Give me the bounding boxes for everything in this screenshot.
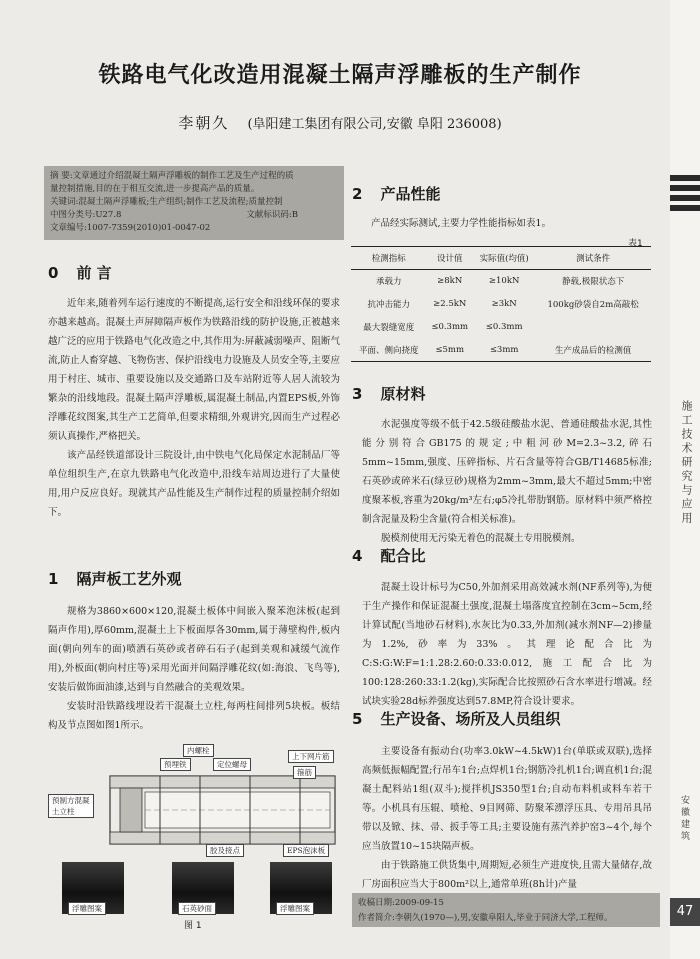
table-cell: ≥2.5kN: [433, 299, 467, 309]
figure-1: [48, 744, 338, 929]
page-number: 47: [670, 898, 700, 926]
section-body: [362, 742, 652, 894]
margin-bars-icon: [670, 175, 700, 215]
paragraph: 由于铁路施工供货集中,周期短,必须生产进度快,且需大量储存,故厂房面积应当大于800m²以上,通常单班(8h计)产量: [362, 860, 652, 890]
paragraph: 安装时沿铁路线埋设若干混凝土立柱,每两柱间排列5块板。板结构及节点图如图1所示。: [48, 701, 340, 731]
paragraph: 近年来,随着列车运行速度的不断提高,运行安全和沿线环保的要求亦越来越高。混凝土声屏障隔声板作为铁路沿线的防护设施,正被越来越广泛的应用于铁路电气化改造之中,其作用为:屏蔽减弱噪声、阻断气流,防止人畜穿越、飞物伤害、保护沿线电力设施及人员安全等,主要应用于村庄、城市、重要设施以及交通路口及车站附近等人居人流较为繁杂的沿线地段。混凝土隔声浮雕板,属混凝土制品,内置EPS板,外饰浮雕花纹图案,其生产工艺简单,但要求精细,外观讲究,因而生产过程必须认真操作,严格把关。: [48, 298, 340, 442]
table-cell: 静载,极限状态下: [562, 277, 625, 288]
paragraph: 产品经实际测试,主要力学性能指标如表1。: [371, 218, 552, 229]
author-name: 李朝久: [178, 114, 230, 132]
table-caption: 表1: [628, 239, 643, 249]
abstract-line: 摘 要:文章通过介绍混凝土隔声浮雕板的制作工艺及生产过程的质: [50, 171, 294, 181]
table-cell: ≥10kN: [488, 276, 520, 287]
column-header: 实际值(均值): [479, 254, 529, 264]
classification-row: [50, 209, 338, 222]
section-heading: 2 产品性能: [352, 185, 441, 203]
paragraph: 混凝土设计标号为C50,外加剂采用高效减水剂(NF系列等),为便于生产操作和保证混凝土强度,混凝土塌落度宜控制在3cm~5cm,经计算试配(当地砂石材料),水灰比为0.33,外加剂(减水剂NF—2)掺量为1.2%,砂率为33%。其理论配合比为C:S:G:W:F=1:1.28:2.60:0.33:0.012,施工配合比为100:128:260:33:1.2(kg),实际配合比按照砂石含水率进行增减。经试块实验28d标养强度达到57.8MP,符合设计要求。: [362, 582, 652, 707]
table-cell: ≤3mm: [489, 344, 519, 355]
label-eps: EPS泡沫板: [283, 844, 329, 857]
article-number: 文章编号:1007-7359(2010)01-0047-02: [50, 223, 211, 233]
paragraph: 主要设备有振动台(功率3.0kW~4.5kW)1台(单联或双联),选择高频低振幅配置;行吊车1台;点焊机1台;钢筋冷扎机1台;调直机1台;混凝土配料站1组(双斗);搅拌机JS350型1台;自动布料机或料车若干等。小机具有压辊、喷枪、9目网筛、防聚苯漂浮压具、专用吊具吊带以及锨、抹、帚、扳手等工具;主要设施有蒸汽养护窑3~4个,每个应当放置10~15块隔声板。: [362, 746, 652, 852]
table-cell: 抗冲击能力: [367, 300, 410, 310]
label-bolt: 内螺栓: [183, 744, 214, 757]
author-affiliation: (阜阳建工集团有限公司,安徽 阜阳 236008): [247, 117, 502, 132]
table-cell: ≤0.3mm: [431, 322, 469, 332]
abstract-box: [44, 166, 344, 240]
section-heading: 4 配合比: [352, 547, 426, 565]
label-hook: 箍筋: [293, 766, 316, 779]
photo-label: 石英砂面: [178, 902, 216, 915]
table-cell: ≤5mm: [435, 344, 465, 355]
photo-label: 浮雕图案: [276, 902, 314, 915]
section-heading: 0 前 言: [48, 264, 112, 282]
author-line: [0, 112, 680, 133]
table-cell: ≥3kN: [491, 299, 517, 309]
section-heading: 1 隔声板工艺外观: [48, 570, 182, 588]
section-heading: 5 生产设备、场所及人员组织: [352, 710, 561, 728]
label-mesh: 上下网片筋: [288, 750, 334, 763]
section-body: [48, 294, 340, 522]
column-header: 测试条件: [576, 254, 611, 264]
column-header: 设计值: [436, 254, 463, 264]
column-name: 施工技术研究与应用: [680, 400, 693, 526]
section-body: [362, 415, 652, 548]
section-body: [362, 578, 652, 711]
label-joint: 胶及接点: [206, 844, 244, 857]
article-title: 铁路电气化改造用混凝土隔声浮雕板的生产制作: [98, 63, 582, 88]
section-heading: 3 原材料: [352, 385, 426, 403]
received-date: 收稿日期:2009-09-15: [358, 898, 444, 908]
photo-label: 浮雕图案: [68, 902, 106, 915]
keywords: 关键词:混凝土隔声浮雕板;生产组织;制作工艺及流程;质量控制: [50, 197, 283, 207]
table-cell: 平面、侧向挠度: [358, 345, 419, 356]
label-embed: 预埋铁: [160, 758, 191, 771]
table-cell: 100kg砂袋自2m高敲松: [547, 300, 639, 310]
paragraph: 脱模剂使用无污染无着色的混凝土专用脱模剂。: [381, 533, 581, 544]
abstract-line: 量控制措施,目的在于相互交流,进一步提高产品的质量。: [50, 184, 260, 194]
table-cell: ≥8kN: [437, 276, 463, 287]
performance-table: [351, 246, 651, 362]
table-row: [351, 316, 651, 339]
section-body: [48, 602, 340, 735]
table-cell: 最大裂缝宽度: [363, 323, 415, 333]
figure-caption: 图 1: [184, 921, 202, 931]
table-row: [351, 339, 651, 362]
paragraph: 该产品经铁道部设计三院设计,由中铁电气化局保定水泥制品厂等单位组织生产,在京九铁路电气化改造中,沿线车站周边进行了大量使用,用户反应良好。现就其产品性能及生产制作过程的质量控制介绍如下。: [48, 450, 340, 518]
table-row: [351, 270, 651, 293]
label-nut: 定位螺母: [213, 758, 251, 771]
clc-number: 中图分类号:U27.8: [50, 210, 122, 220]
column-header: 检测指标: [371, 254, 406, 264]
table-header-row: [351, 247, 651, 270]
paragraph: 规格为3860×600×120,混凝土板体中间嵌入聚苯泡沫板(起到隔声作用),厚60mm,混凝土上下板面厚各30mm,属于薄壁构件,板内面(朝向列车的面)喷洒石英砂或者碎石石子(起到美观和减缓气流作用),外板面(朝向村庄等)采用光面并间隔浮雕花纹(如:海浪、飞鸟等),安装后做饰面油漆,达到与自然融合的美观效果。: [48, 606, 340, 693]
table-cell: 承载力: [375, 277, 402, 288]
table-cell: ≤0.3mm: [485, 322, 523, 332]
table-cell: 生产成品后的检测值: [554, 345, 632, 356]
author-bio: 作者简介:李朝久(1970—),男,安徽阜阳人,毕业于同济大学,工程师。: [358, 913, 613, 923]
table-cell: [535, 316, 651, 339]
table-row: [351, 293, 651, 316]
footnote-box: [352, 893, 660, 927]
label-post: 预制方混凝土立柱: [48, 794, 94, 818]
document-code: 文献标识码:B: [246, 210, 298, 220]
section-body: [352, 214, 652, 233]
journal-name: 安徽建筑: [679, 795, 689, 843]
paragraph: 水泥强度等级不低于42.5级硅酸盐水泥、普通硅酸盐水泥,其性能分别符合GB175的规定;中粗河砂M=2.3~3.2,碎石5mm~15mm,强度、压碎指标、片石含量等符合GB/T14685标准;石英砂或碎米石(绿豆砂)规格为2mm~3mm,最大不超过5mm;中密度聚苯板,容重为20kg/m³左右;φ5冷扎带肋钢筋。原材料中须严格控制含泥量及粉尘含量(符合相关标准)。: [362, 419, 652, 525]
